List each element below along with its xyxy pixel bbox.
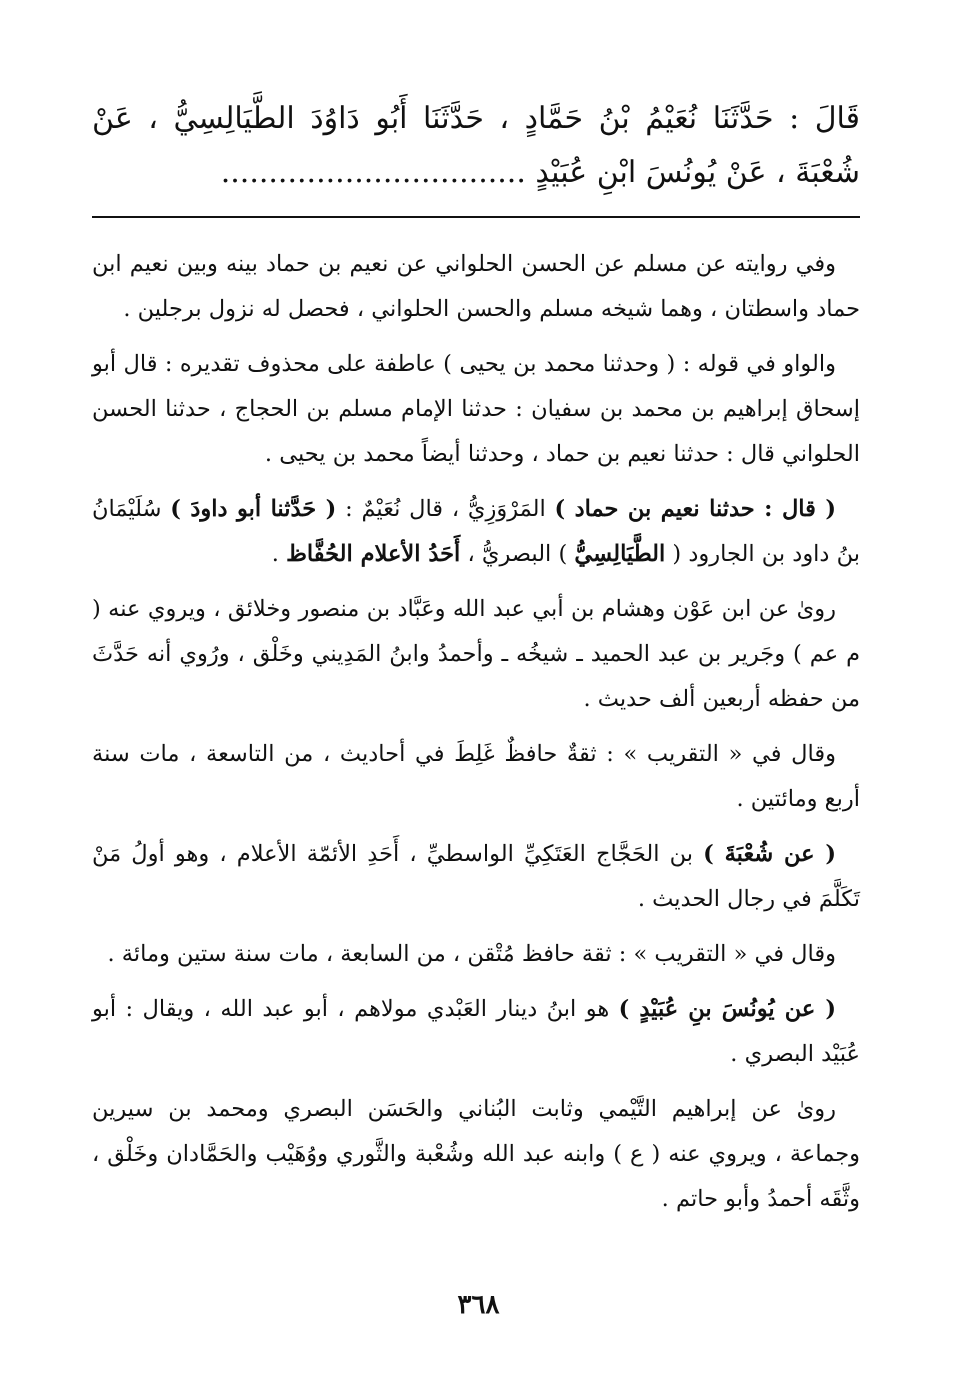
- ellipsis-dots: ................................: [220, 155, 526, 190]
- commentary-paragraph-3: ( قال : حدثنا نعيم بن حماد ) المَرْوَزِيُّ ، قال نُعَيْمٌ : ( حَدَّثنا أبو داودَ ) سُلَيْمَانُ بنُ داود بن الجارود ( الطَّيَالِسِيُّ ) البصريُّ ، أَحَدُ الأعلام الحُفَّاظ .: [92, 496, 860, 567]
- commentary-paragraph-4: روىٰ عن ابن عَوْن وهشام بن أبي عبد الله وعَبَّاد بن منصور وخلائق ، ويروي عنه ( م عم ) وجَرير بن عبد الحميد ـ شيخُه ـ وأحمدُ وابنُ المَدِيني وخَلْق ، ورُوي أنه حَدَّثَ من حفظه أربعين ألف حديث .: [92, 596, 860, 712]
- hadith-line: قَالَ : حَدَّثَنَا نُعَيْمُ بْنُ حَمَّادٍ ، حَدَّثَنَا أَبُو دَاوُدَ الطَّيَالِسِيُّ ، عَنْ شُعْبَةَ ، عَنْ يُونُسَ ابْنِ عُبَيْدٍ: [92, 101, 860, 190]
- separator-rule: [92, 216, 860, 218]
- commentary-paragraph-5: وقال في « التقريب » : ثقةٌ حافظٌ غَلِطَ في أحاديث ، من التاسعة ، مات سنة أربع ومائتين .: [92, 741, 860, 812]
- commentary-paragraph-9: روىٰ عن إبراهيم التَّيْمي وثابت البُناني والحَسَن البصري ومحمد بن سيرين وجماعة ، ويروي عنه ( ع ) وابنه عبد الله وشُعْبة والثَّوري ووُهَيْب والحَمَّادان وخَلْق ، وثَّقَه أحمدُ وأبو حاتم .: [92, 1096, 860, 1212]
- commentary: [92, 242, 860, 1222]
- commentary-paragraph-7: وقال في « التقريب » : ثقة حافظ مُتْقن ، من السابعة ، مات سنة ستين ومائة .: [107, 941, 836, 967]
- page-number: ٣٦٨: [457, 1290, 500, 1320]
- commentary-paragraph-6: ( عن شُعْبَةَ ) بن الحَجَّاج العَتَكِيِّ الواسطيِّ ، أَحَدِ الأئمّة الأعلام ، وهو أولُ مَنْ تَكَلَّمَ في رجال الحديث .: [92, 841, 860, 912]
- page-body: [92, 92, 860, 1232]
- hadith-text: [92, 92, 860, 200]
- commentary-paragraph-8: ( عن يُونُسَ بنِ عُبَيْدٍ ) هو ابنُ دينار العَبْدي مولاهم ، أبو عبد الله ، ويقال : أبو عُبَيْد البصري .: [92, 996, 860, 1067]
- commentary-paragraph-2: والواو في قوله : ( وحدثنا محمد بن يحيى ) عاطفة على محذوف تقديره : قال أبو إسحاق إبراهيم بن محمد بن سفيان : حدثنا الإمام مسلم بن الحجاج ، حدثنا الحسن الحلواني قال : حدثنا نعيم بن حماد ، وحدثنا أيضاً محمد بن يحيى .: [92, 351, 860, 467]
- commentary-paragraph-1: وفي روايته عن مسلم عن الحسن الحلواني عن نعيم بن حماد بينه وبين نعيم ابن حماد واسطتان ، وهما شيخه مسلم والحسن الحلواني ، فحصل له نزول برجلين .: [92, 251, 860, 322]
